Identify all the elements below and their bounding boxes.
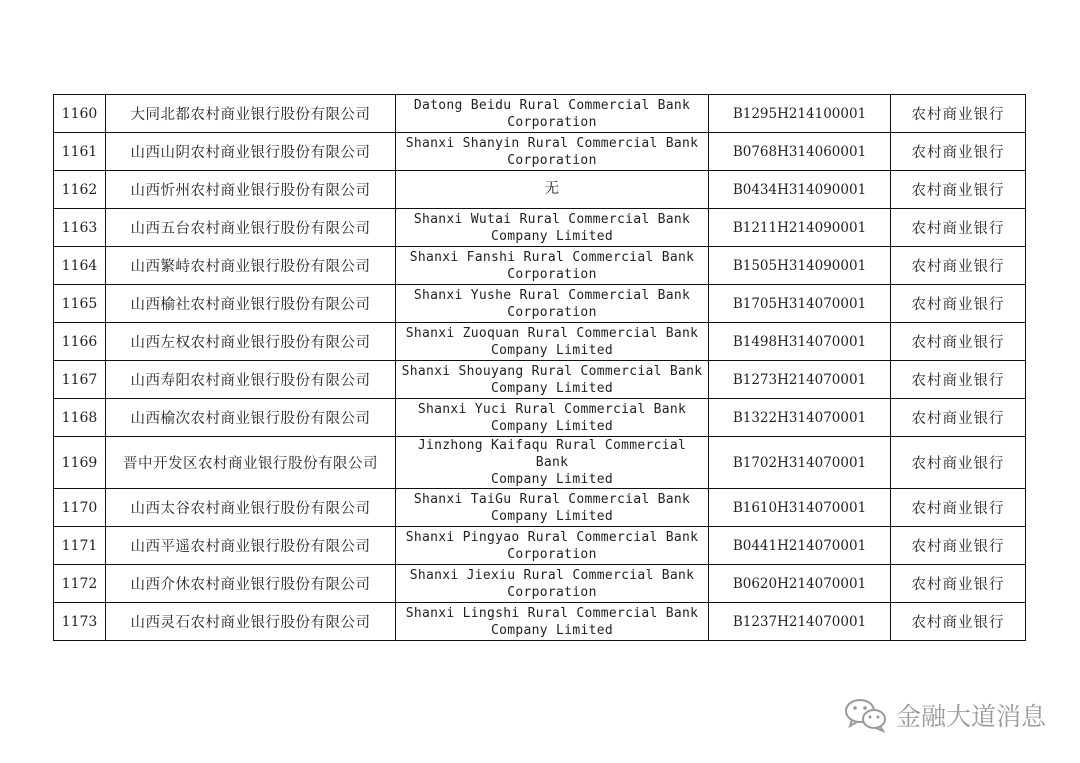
bank-name-en	[396, 285, 709, 323]
bank-name-en	[396, 489, 709, 527]
bank-name-cn: 山西左权农村商业银行股份有限公司	[106, 323, 396, 361]
institution-type: 农村商业银行	[891, 323, 1026, 361]
bank-name-en-line1: Shanxi Lingshi Rural Commercial Bank	[405, 605, 699, 621]
institution-type: 农村商业银行	[891, 209, 1026, 247]
bank-name-en-line1: Shanxi Yushe Rural Commercial Bank	[413, 287, 691, 303]
table-row	[54, 361, 1026, 399]
bank-name-en	[396, 323, 709, 361]
row-number: 1168	[54, 399, 106, 437]
bank-name-en-line2: Company Limited	[491, 342, 613, 358]
bank-name-en	[396, 565, 709, 603]
institution-code: B0434H314090001	[709, 171, 891, 209]
table-row	[54, 247, 1026, 285]
institution-code: B1273H214070001	[709, 361, 891, 399]
institution-code: B1705H314070001	[709, 285, 891, 323]
row-number: 1163	[54, 209, 106, 247]
table-row	[54, 95, 1026, 133]
bank-name-en-line1: 无	[544, 181, 560, 197]
table-row	[54, 527, 1026, 565]
bank-name-en-line1: Shanxi Zuoquan Rural Commercial Bank	[405, 325, 699, 341]
row-number: 1169	[54, 437, 106, 489]
row-number: 1173	[54, 603, 106, 641]
bank-name-en-line1: Shanxi Wutai Rural Commercial Bank	[413, 211, 691, 227]
bank-name-en-line2: Corporation	[507, 152, 597, 168]
watermark-text: 金融大道消息	[895, 702, 1046, 731]
institution-code: B1322H314070001	[709, 399, 891, 437]
institution-type: 农村商业银行	[891, 399, 1026, 437]
bank-name-cn: 山西繁峙农村商业银行股份有限公司	[106, 247, 396, 285]
bank-name-cn: 山西榆次农村商业银行股份有限公司	[106, 399, 396, 437]
institution-type: 农村商业银行	[891, 527, 1026, 565]
row-number: 1162	[54, 171, 106, 209]
bank-name-en-line1: Jinzhong Kaifaqu Rural Commercial Bank	[417, 438, 687, 470]
bank-name-cn: 山西介休农村商业银行股份有限公司	[106, 565, 396, 603]
institution-type: 农村商业银行	[891, 133, 1026, 171]
table-row	[54, 323, 1026, 361]
bank-name-cn: 大同北都农村商业银行股份有限公司	[106, 95, 396, 133]
bank-name-en	[396, 209, 709, 247]
institution-code: B1498H314070001	[709, 323, 891, 361]
bank-name-en-line1: Shanxi Fanshi Rural Commercial Bank	[409, 249, 695, 265]
institution-type: 农村商业银行	[891, 95, 1026, 133]
row-number: 1167	[54, 361, 106, 399]
wechat-icon	[844, 697, 888, 733]
bank-name-en-line2: Company Limited	[491, 228, 613, 244]
bank-name-cn: 晋中开发区农村商业银行股份有限公司	[106, 437, 396, 489]
bank-name-en-line1: Shanxi TaiGu Rural Commercial Bank	[413, 491, 691, 507]
bank-name-en-line2: Corporation	[507, 584, 597, 600]
institution-code: B1295H214100001	[709, 95, 891, 133]
institution-code: B0620H214070001	[709, 565, 891, 603]
bank-name-cn: 山西寿阳农村商业银行股份有限公司	[106, 361, 396, 399]
table-row	[54, 565, 1026, 603]
row-number: 1170	[54, 489, 106, 527]
table-row	[54, 489, 1026, 527]
institution-type: 农村商业银行	[891, 247, 1026, 285]
bank-name-cn: 山西太谷农村商业银行股份有限公司	[106, 489, 396, 527]
bank-name-en-line2: Company Limited	[491, 418, 613, 434]
bank-name-en	[396, 361, 709, 399]
bank-table-body	[54, 95, 1026, 641]
institution-type: 农村商业银行	[891, 603, 1026, 641]
row-number: 1161	[54, 133, 106, 171]
bank-name-cn: 山西五台农村商业银行股份有限公司	[106, 209, 396, 247]
bank-name-en-line1: Shanxi Yuci Rural Commercial Bank	[417, 401, 687, 417]
table-row	[54, 133, 1026, 171]
bank-name-en-line2: Corporation	[507, 266, 597, 282]
bank-name-en-line2: Company Limited	[491, 472, 613, 487]
institution-type: 农村商业银行	[891, 437, 1026, 489]
institution-type: 农村商业银行	[891, 285, 1026, 323]
row-number: 1171	[54, 527, 106, 565]
row-number: 1166	[54, 323, 106, 361]
bank-name-en	[396, 437, 709, 489]
bank-name-en-line2: Corporation	[507, 114, 597, 130]
table-row	[54, 603, 1026, 641]
bank-name-en	[396, 603, 709, 641]
bank-name-en-line1: Shanxi Shanyin Rural Commercial Bank	[405, 135, 699, 151]
institution-code: B1610H314070001	[709, 489, 891, 527]
row-number: 1164	[54, 247, 106, 285]
institution-type: 农村商业银行	[891, 171, 1026, 209]
bank-name-en	[396, 171, 709, 209]
row-number: 1160	[54, 95, 106, 133]
institution-code: B1211H214090001	[709, 209, 891, 247]
bank-name-en	[396, 527, 709, 565]
row-number: 1165	[54, 285, 106, 323]
bank-name-cn: 山西忻州农村商业银行股份有限公司	[106, 171, 396, 209]
bank-name-en	[396, 133, 709, 171]
bank-name-cn: 山西平遥农村商业银行股份有限公司	[106, 527, 396, 565]
bank-name-en-line2: Company Limited	[491, 380, 613, 396]
table-row	[54, 399, 1026, 437]
table-row	[54, 171, 1026, 209]
institution-type: 农村商业银行	[891, 565, 1026, 603]
bank-name-en-line2: Company Limited	[491, 508, 613, 524]
bank-name-en-line1: Datong Beidu Rural Commercial Bank	[413, 97, 691, 113]
institution-type: 农村商业银行	[891, 489, 1026, 527]
institution-code: B1505H314090001	[709, 247, 891, 285]
institution-code: B0441H214070001	[709, 527, 891, 565]
bank-name-en-line2: Company Limited	[491, 622, 613, 638]
table-row	[54, 209, 1026, 247]
row-number: 1172	[54, 565, 106, 603]
bank-name-en-line2: Corporation	[507, 546, 597, 562]
institution-code: B0768H314060001	[709, 133, 891, 171]
bank-name-en-line1: Shanxi Shouyang Rural Commercial Bank	[401, 363, 703, 379]
bank-name-en-line1: Shanxi Jiexiu Rural Commercial Bank	[409, 567, 695, 583]
bank-name-en	[396, 95, 709, 133]
bank-name-cn: 山西山阴农村商业银行股份有限公司	[106, 133, 396, 171]
bank-name-en	[396, 399, 709, 437]
institution-type: 农村商业银行	[891, 361, 1026, 399]
bank-table	[53, 94, 1026, 641]
table-row	[54, 285, 1026, 323]
bank-name-en	[396, 247, 709, 285]
bank-name-cn: 山西榆社农村商业银行股份有限公司	[106, 285, 396, 323]
watermark	[844, 697, 1046, 733]
table-row	[54, 437, 1026, 489]
institution-code: B1237H214070001	[709, 603, 891, 641]
bank-name-cn: 山西灵石农村商业银行股份有限公司	[106, 603, 396, 641]
bank-name-en-line1: Shanxi Pingyao Rural Commercial Bank	[405, 529, 699, 545]
institution-code: B1702H314070001	[709, 437, 891, 489]
bank-name-en-line2: Corporation	[507, 304, 597, 320]
